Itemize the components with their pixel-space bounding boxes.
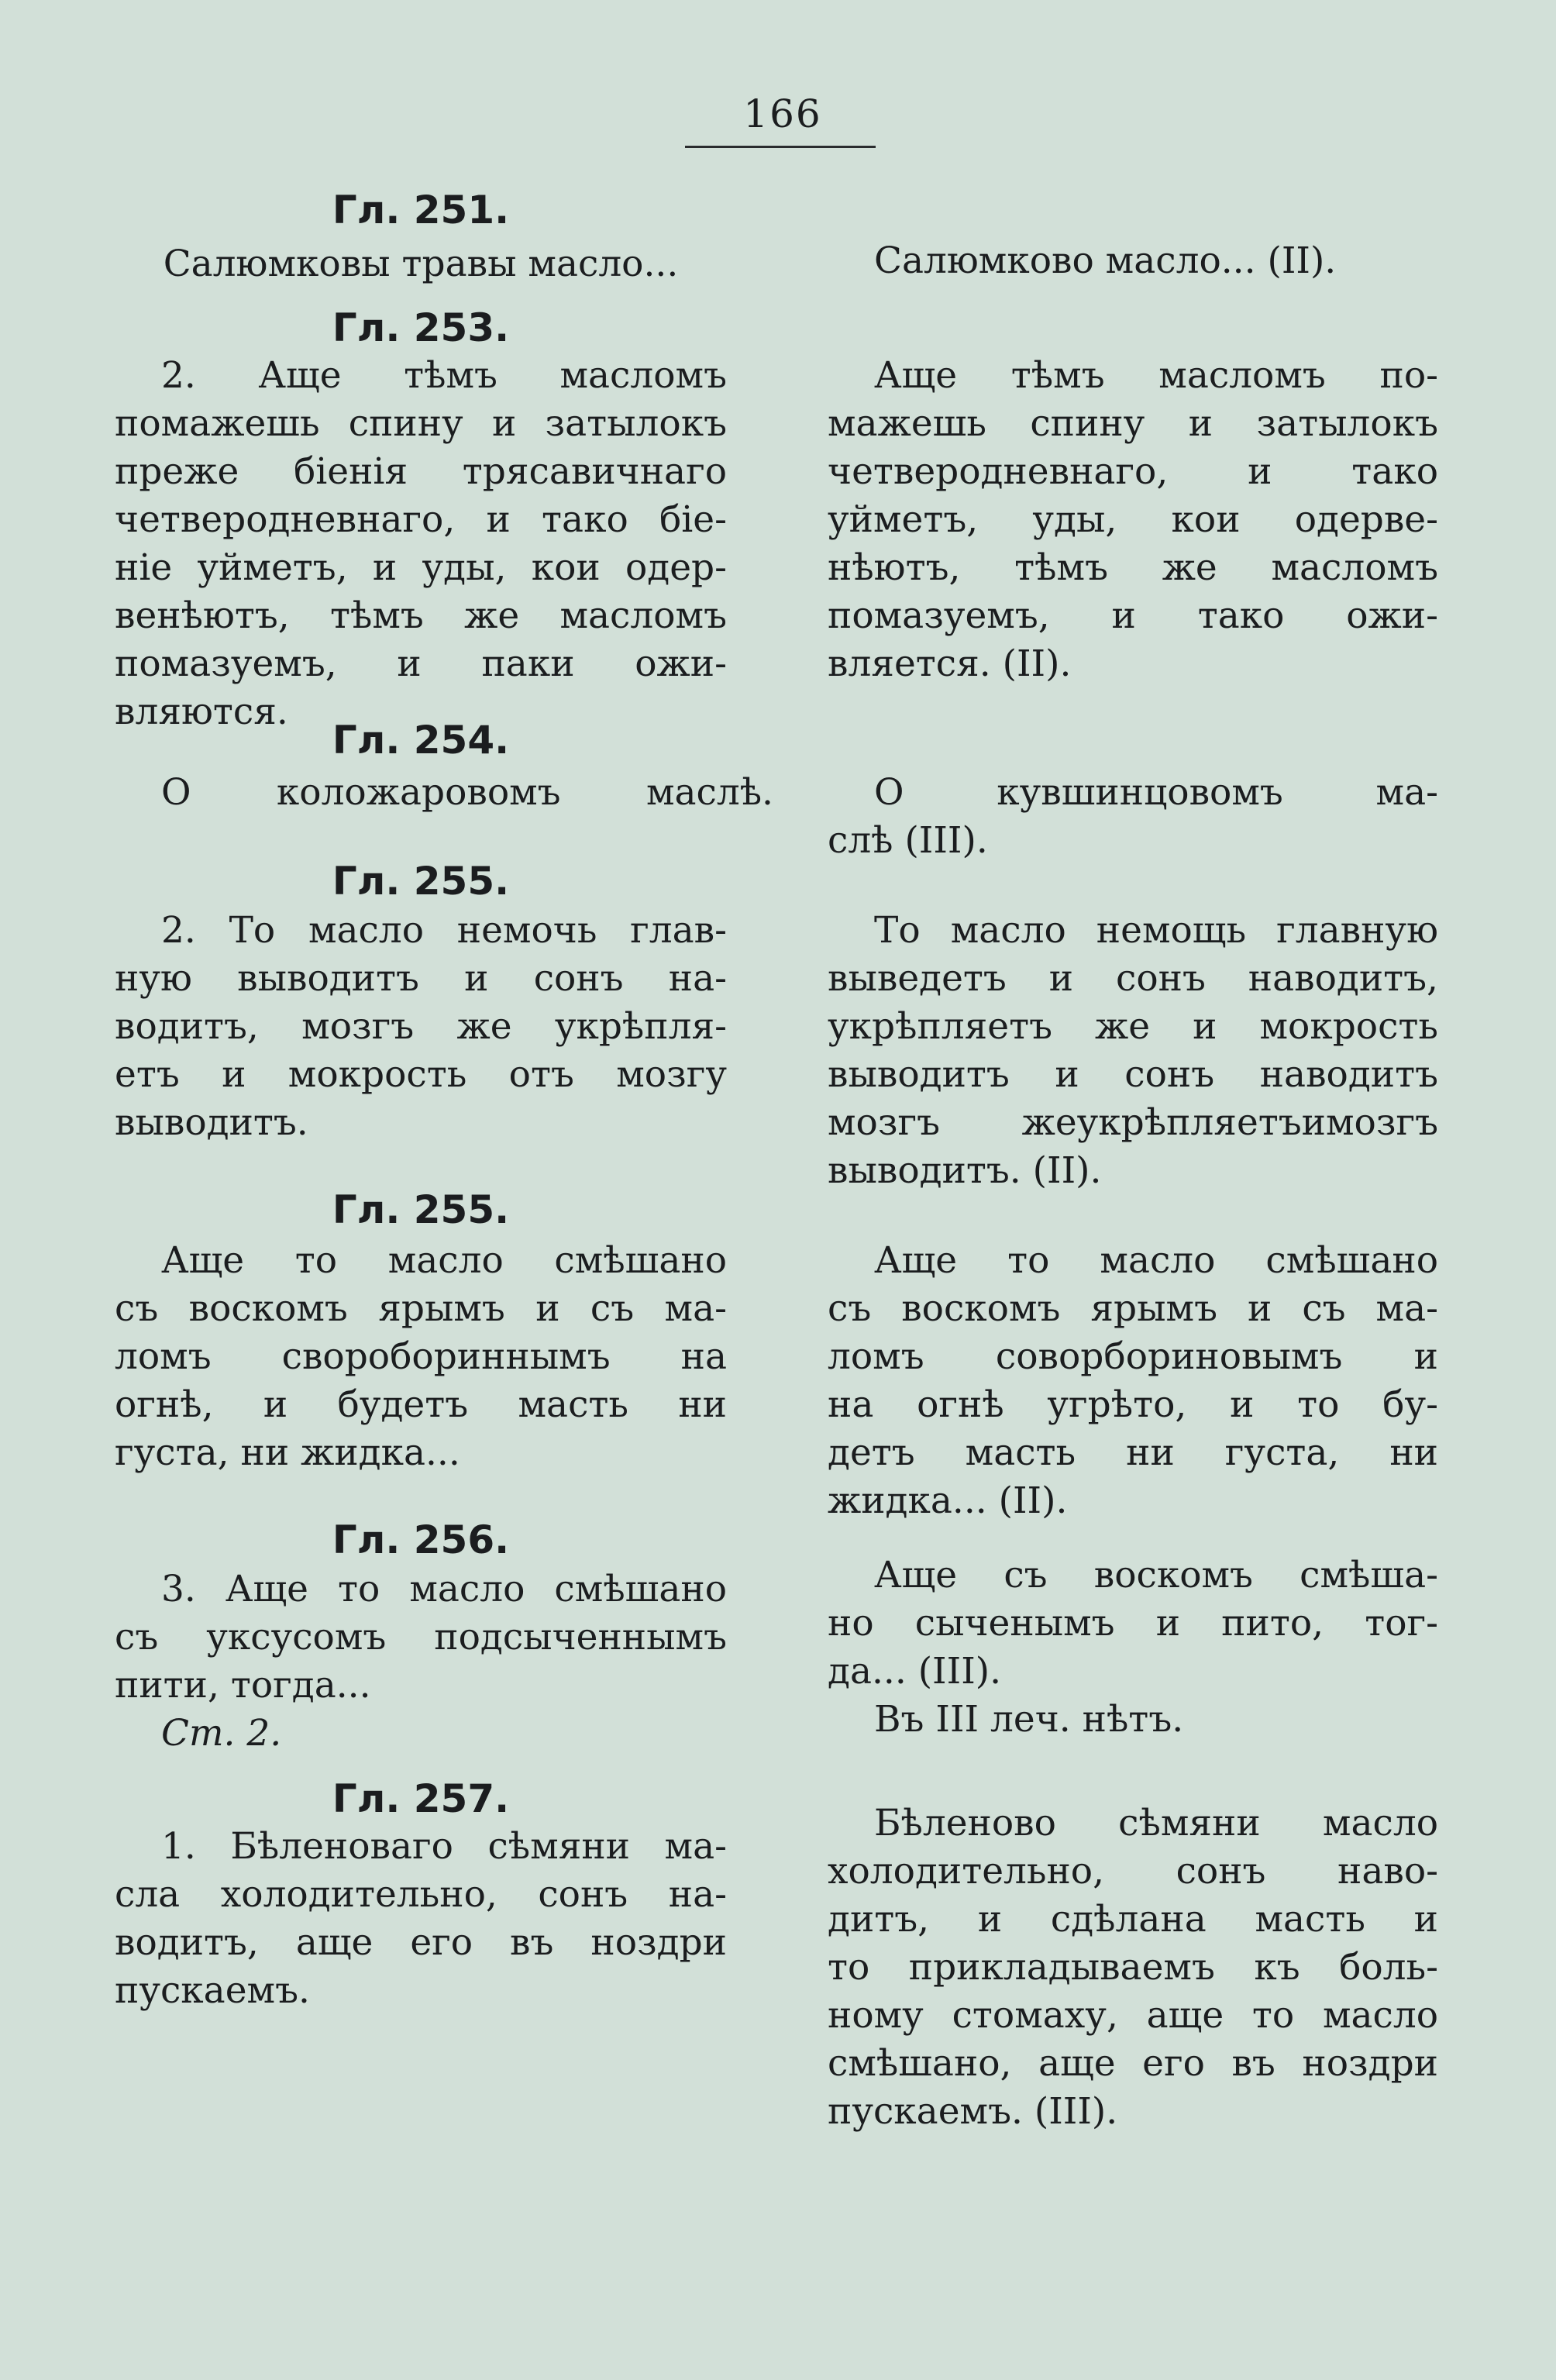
variant-text: О кувшинцовомъ ма- слѣ (III).: [828, 771, 1438, 862]
variant-text: Салюмково масло... (II).: [874, 239, 1337, 282]
chapter-heading: Гл. 255.: [332, 859, 510, 904]
variant-text: Аще съ воскомъ смѣша- но сыченымъ и пито, тог- да... (III). Въ III леч. нѣтъ.: [828, 1554, 1438, 1741]
chapter-heading: Гл. 256.: [332, 1517, 510, 1562]
variant-text: То масло немощь главную выведетъ и сонъ наводитъ, укрѣпляетъ же и мокрость выводитъ и сонъ наводитъ мозгъ жеукрѣпляетъимозгъ выводитъ. (II).: [828, 909, 1438, 1192]
chapter-text: 3. Аще то масло смѣшано съ уксусомъ подсыченнымъ пити, тогда... Ст. 2.: [115, 1568, 727, 1755]
page-number-rule: [685, 146, 876, 148]
variant-text: Аще то масло смѣшано съ воскомъ ярымъ и съ ма- ломъ соворбориновымъ и на огнѣ угрѣто, и то бу- детъ масть ни густа, ни жидка... (II).: [828, 1239, 1438, 1522]
chapter-text: 2. Аще тѣмъ масломъ помажешь спину и затылокъ преже біенія трясавичнаго четверодневнаго, и тако біе- ніе уйметъ, и уды, кои одер- венѣютъ, тѣмъ же масломъ помазуемъ, и паки ожи- вляются.: [115, 354, 727, 733]
chapter-heading: Гл. 257.: [332, 1776, 510, 1821]
chapter-text: 2. То масло немочь глав- ную выводитъ и сонъ на- водитъ, мозгъ же укрѣпля- етъ и мокрость отъ мозгу выводитъ.: [115, 909, 727, 1144]
chapter-text: 1. Бѣленоваго сѣмяни ма- сла холодительно, сонъ на- водитъ, аще его въ ноздри пускаемъ.: [115, 1825, 727, 2012]
chapter-text: Салюмковы травы масло...: [163, 243, 679, 285]
chapter-text: О коложаровомъ маслѣ.: [161, 771, 773, 814]
chapter-heading: Гл. 251.: [332, 188, 510, 232]
variant-text: Бѣленово сѣмяни масло холодительно, сонъ наво- дитъ, и сдѣлана масть и то прикладываемъ къ боль- ному стомаху, аще то масло смѣшано, аще его въ ноздри пускаемъ. (III).: [828, 1802, 1438, 2133]
chapter-heading: Гл. 254.: [332, 718, 510, 763]
chapter-text: Аще то масло смѣшано съ воскомъ ярымъ и съ ма- ломъ своробориннымъ на огнѣ, и будетъ масть ни густа, ни жидка...: [115, 1239, 727, 1474]
chapter-heading: Гл. 253.: [332, 305, 510, 350]
page-number: 166: [743, 91, 822, 136]
chapter-heading: Гл. 255.: [332, 1187, 510, 1232]
variant-text: Аще тѣмъ масломъ по- мажешь спину и затылокъ четверодневнаго, и тако уйметъ, уды, кои одерве- нѣютъ, тѣмъ же масломъ помазуемъ, и тако ожи- вляется. (II).: [828, 354, 1438, 685]
